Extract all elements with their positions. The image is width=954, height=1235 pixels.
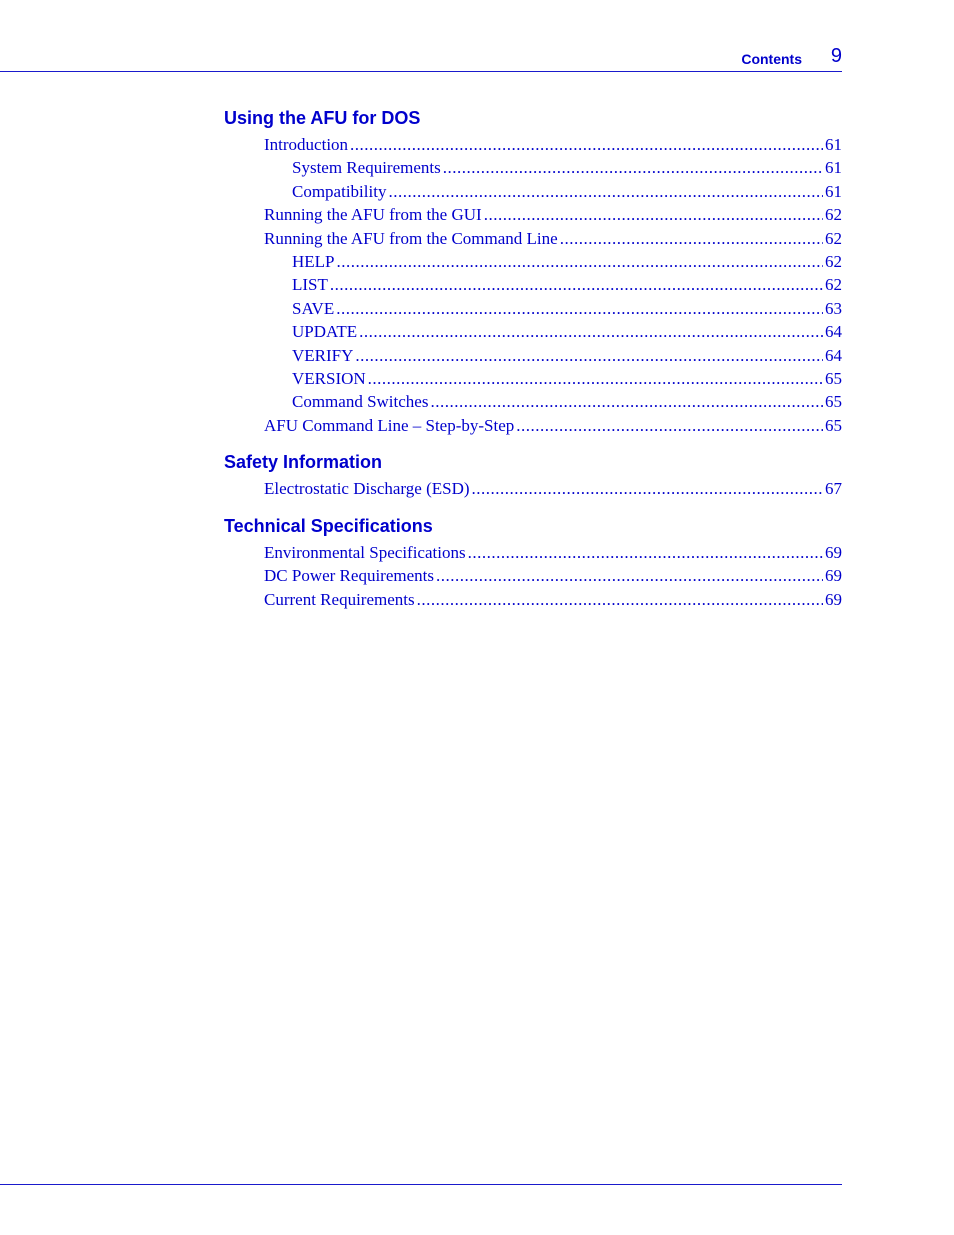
dot-leader [468, 541, 823, 564]
toc-entry-label: Current Requirements [264, 589, 415, 609]
toc-entry-label: LIST [292, 275, 328, 295]
toc-entry-page: 69 [825, 589, 842, 609]
toc-entry-label: DC Power Requirements [264, 566, 434, 586]
toc-entry-label: VERIFY [292, 345, 354, 365]
toc-entry-label: UPDATE [292, 322, 358, 342]
dot-leader [516, 414, 823, 437]
toc-entry-page: 62 [825, 252, 842, 272]
dot-leader [337, 250, 824, 273]
dot-leader [359, 320, 823, 343]
toc-entry-page: 65 [825, 415, 842, 435]
toc-entry-label: VERSION [292, 369, 366, 389]
toc-entry-page: 67 [825, 479, 842, 499]
dot-leader [472, 477, 823, 500]
table-of-contents [224, 105, 842, 623]
toc-entry[interactable] [224, 156, 842, 179]
dot-leader [355, 344, 823, 367]
toc-section [224, 449, 842, 500]
toc-entry-label: Compatibility [292, 181, 387, 201]
toc-entry[interactable] [224, 564, 842, 587]
toc-entry-label: AFU Command Line – Step-by-Step [264, 415, 515, 435]
toc-entry[interactable] [224, 344, 842, 367]
toc-section [224, 513, 842, 611]
toc-entry-label: Electrostatic Discharge (ESD) [264, 479, 470, 499]
toc-section [224, 105, 842, 437]
toc-entry-page: 62 [825, 228, 842, 248]
footer-rule [0, 1184, 842, 1185]
dot-leader [443, 156, 823, 179]
toc-entry-label: HELP [292, 252, 335, 272]
toc-entry-label: Environmental Specifications [264, 542, 466, 562]
dot-leader [388, 180, 823, 203]
toc-entry-page: 61 [825, 181, 842, 201]
toc-entry-label: Command Switches [292, 392, 429, 412]
toc-entry-label: Introduction [264, 135, 349, 154]
header-section-label: Contents [741, 51, 802, 67]
dot-leader [336, 297, 823, 320]
toc-entry-page: 69 [825, 542, 842, 562]
toc-entry-page: 62 [825, 205, 842, 225]
toc-entry[interactable] [224, 588, 842, 611]
toc-entry-page: 61 [825, 158, 842, 178]
toc-entry-page: 61 [825, 135, 842, 154]
dot-leader [417, 588, 823, 611]
toc-entry[interactable] [224, 477, 842, 500]
toc-entry-page: 64 [825, 345, 842, 365]
toc-entry[interactable] [224, 297, 842, 320]
toc-entry[interactable] [224, 320, 842, 343]
dot-leader [484, 203, 823, 226]
dot-leader [560, 227, 823, 250]
toc-entry-label: SAVE [292, 298, 335, 318]
toc-entry-page: 65 [825, 392, 842, 412]
toc-entry[interactable] [224, 227, 842, 250]
dot-leader [350, 133, 823, 156]
dot-leader [436, 564, 823, 587]
section-title[interactable]: Safety Information [224, 452, 383, 473]
toc-entry-page: 63 [825, 298, 842, 318]
toc-entry-label: Running the AFU from the GUI [264, 205, 482, 225]
toc-entry-page: 62 [825, 275, 842, 295]
toc-entry-label: System Requirements [292, 158, 441, 178]
toc-entry[interactable] [224, 390, 842, 413]
dot-leader [368, 367, 823, 390]
toc-entry[interactable] [224, 414, 842, 437]
toc-entry[interactable] [224, 133, 842, 156]
toc-entry[interactable] [224, 367, 842, 390]
page-header [0, 0, 842, 72]
toc-entry-page: 65 [825, 369, 842, 389]
toc-entry-label: Running the AFU from the Command Line [264, 228, 558, 248]
toc-entry-page: 64 [825, 322, 842, 342]
toc-entry[interactable] [224, 250, 842, 273]
dot-leader [430, 390, 823, 413]
toc-entry[interactable] [224, 273, 842, 296]
toc-entry[interactable] [224, 541, 842, 564]
toc-entry[interactable] [224, 203, 842, 226]
dot-leader [330, 273, 823, 296]
section-title[interactable]: Using the AFU for DOS [224, 108, 421, 128]
header-page-number: 9 [830, 45, 842, 67]
section-title[interactable]: Technical Specifications [224, 515, 433, 536]
toc-entry-page: 69 [825, 566, 842, 586]
toc-entry[interactable] [224, 180, 842, 203]
